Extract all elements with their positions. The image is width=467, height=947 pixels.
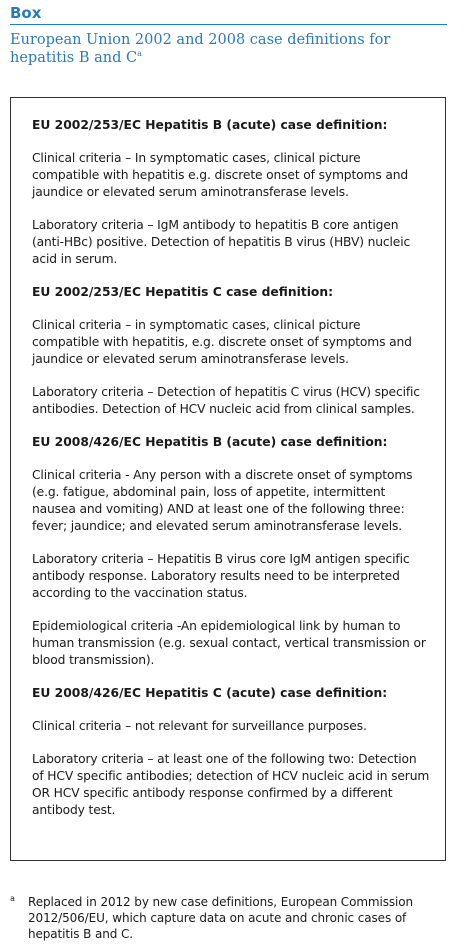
- footnote-marker: a: [10, 894, 15, 903]
- section-heading: EU 2008/426/EC Hepatitis B (acute) case definition:: [32, 435, 388, 449]
- laboratory-criteria-text: Laboratory criteria – at least one of the following two: Detection of HCV specific antibodies; detection of HCV nucleic acid in serum OR HCV specific antibody response confirmed by a different antibody test.: [32, 752, 430, 817]
- section-heading: EU 2002/253/EC Hepatitis B (acute) case definition:: [32, 118, 388, 132]
- section-heading: EU 2008/426/EC Hepatitis C (acute) case definition:: [32, 686, 388, 700]
- box-title-text: European Union 2002 and 2008 case definitions for hepatitis B and C: [10, 32, 391, 66]
- footnote: [10, 894, 450, 942]
- case-definitions-panel: [10, 97, 446, 861]
- clinical-criteria-text: Clinical criteria – in symptomatic cases, clinical picture compatible with hepatitis, e.g. discrete onset of symptoms and jaundice or elevated serum aminotransferase levels.: [32, 318, 412, 366]
- section-2008-hepatitis-c: [32, 685, 431, 819]
- section-heading: EU 2002/253/EC Hepatitis C case definition:: [32, 285, 334, 299]
- section-2002-hepatitis-b: [32, 117, 431, 268]
- header-divider: [10, 24, 447, 25]
- section-2002-hepatitis-c: [32, 284, 431, 418]
- epidemiological-criteria-text: Epidemiological criteria -An epidemiological link by human to human transmission (e.g. sexual contact, vertical transmission or blood transmission).: [32, 619, 426, 667]
- title-footnote-marker: a: [137, 49, 142, 59]
- clinical-criteria-text: Clinical criteria – not relevant for surveillance purposes.: [32, 719, 367, 733]
- section-2008-hepatitis-b: [32, 434, 431, 669]
- box-label: Box: [10, 4, 42, 22]
- footnote-text: Replaced in 2012 by new case definitions, European Commission 2012/506/EU, which capture data on acute and chronic cases of hepatitis B and C.: [28, 895, 414, 941]
- box-title: [10, 31, 447, 67]
- laboratory-criteria-text: Laboratory criteria – Hepatitis B virus core IgM antigen specific antibody response. Laboratory results need to be interpreted according to the vaccination status.: [32, 552, 410, 600]
- laboratory-criteria-text: Laboratory criteria – IgM antibody to hepatitis B core antigen (anti-HBc) positive. Detection of hepatitis B virus (HBV) nucleic acid in serum.: [32, 218, 411, 266]
- laboratory-criteria-text: Laboratory criteria – Detection of hepatitis C virus (HCV) specific antibodies. Detection of HCV nucleic acid from clinical samples.: [32, 385, 420, 416]
- clinical-criteria-text: Clinical criteria – In symptomatic cases, clinical picture compatible with hepatitis e.g. discrete onset of symptoms and jaundice or elevated serum aminotransferase levels.: [32, 151, 409, 199]
- clinical-criteria-text: Clinical criteria - Any person with a discrete onset of symptoms (e.g. fatigue, abdominal pain, loss of appetite, intermittent nausea and vomiting) AND at least one of the following three: fever; jaundice; and elevated serum aminotransferase levels.: [32, 468, 413, 533]
- box-header: [10, 4, 447, 67]
